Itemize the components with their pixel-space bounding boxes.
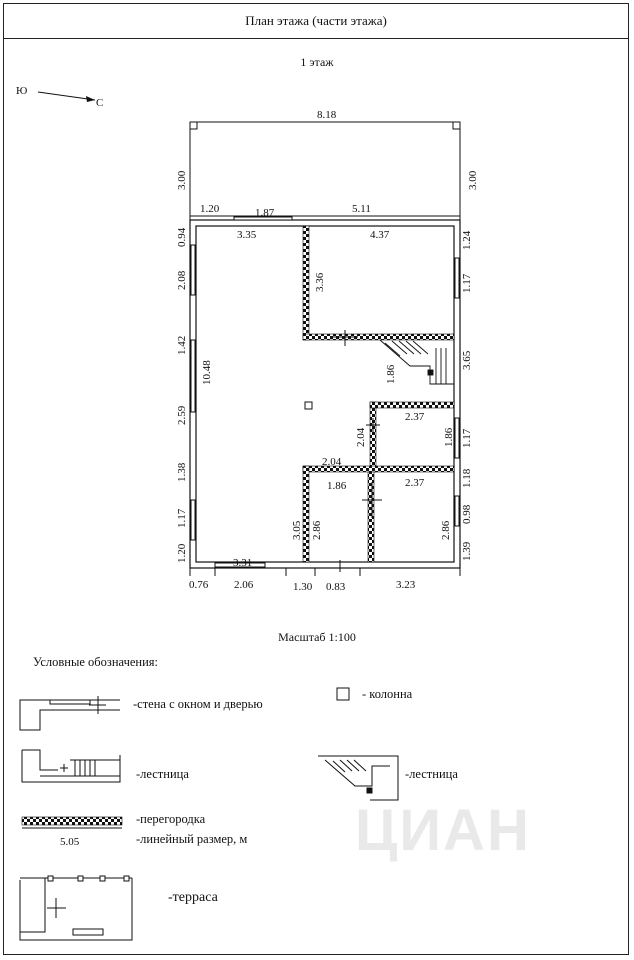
compass-north: С — [96, 97, 104, 109]
dim-label: 3.00 — [467, 170, 479, 190]
dim-label: 1.20 — [200, 203, 220, 215]
window — [455, 496, 459, 526]
dim-label: 2.06 — [234, 579, 254, 591]
dim-label: 1.18 — [461, 468, 473, 488]
dim-label: 1.17 — [461, 428, 473, 448]
legend-stair1-label: -лестница — [136, 767, 189, 781]
scale-label: Масштаб 1:100 — [278, 630, 356, 644]
dim-label: 0.76 — [189, 579, 209, 591]
legend-dim-sample: 5.05 — [60, 836, 80, 848]
dim-label: 3.23 — [396, 579, 416, 591]
windows — [191, 217, 459, 567]
dim-label: 1.38 — [176, 462, 188, 482]
floor-label: 1 этаж — [300, 55, 334, 69]
window — [191, 340, 195, 412]
legend-terrace-label: -терраса — [168, 890, 218, 905]
dim-label: 4.37 — [370, 229, 390, 241]
dim-label: 3.36 — [314, 272, 326, 292]
dim-label: 2.04 — [322, 456, 342, 468]
dim-label: 0.98 — [461, 504, 473, 524]
legend-partition-symbol — [22, 817, 122, 825]
compass — [16, 85, 103, 109]
dim-label: 10.48 — [201, 360, 213, 385]
dim-label: 1.24 — [461, 230, 473, 250]
bottom-dim-ticks — [190, 568, 460, 576]
legend-dim-label: -линейный размер, м — [136, 832, 248, 846]
dim-label: 3.65 — [461, 350, 473, 370]
page-title-text: План этажа (части этажа) — [245, 12, 387, 28]
legend-title: Условные обозначения: — [33, 655, 159, 669]
legend-stair2-label: -лестница — [405, 767, 458, 781]
window — [191, 245, 195, 295]
dim-label: 2.04 — [355, 427, 367, 447]
dim-label: 1.42 — [176, 335, 188, 355]
dim-label: 2.86 — [440, 520, 452, 540]
legend-stair1-symbol — [22, 750, 120, 782]
dim-label: 1.17 — [461, 273, 473, 293]
legend-wall-label: -стена с окном и дверью — [133, 697, 263, 711]
dim-label: 1.87 — [255, 207, 275, 219]
watermark: ЦИАН — [355, 798, 531, 863]
terrace-area — [190, 122, 460, 220]
dim-label: 1.30 — [293, 581, 313, 593]
dim-label: 2.37 — [405, 477, 425, 489]
legend-column-symbol — [337, 688, 349, 700]
dim-label: 2.59 — [176, 405, 188, 425]
legend-stair2-symbol — [318, 756, 398, 800]
window — [455, 418, 459, 458]
dim-label: 3.00 — [176, 170, 188, 190]
legend-partition-label: -перегородка — [136, 812, 206, 826]
dim-label: 8.18 — [317, 109, 337, 121]
compass-arrowhead — [86, 96, 95, 102]
legend-wall-symbol — [20, 696, 120, 730]
dim-label: 1.39 — [461, 541, 473, 561]
compass-arrow — [38, 92, 95, 100]
dim-label: 2.86 — [311, 520, 323, 540]
dim-label: 3.35 — [237, 229, 257, 241]
legend-terrace-symbol — [20, 876, 132, 940]
dim-label: 1.20 — [176, 543, 188, 563]
compass-south: Ю — [16, 85, 28, 97]
dim-label: 1.86 — [327, 480, 347, 492]
dim-label: 3.31 — [233, 557, 253, 569]
dim-label: 1.86 — [385, 364, 397, 384]
legend-column-label: - колонна — [362, 687, 413, 701]
window — [455, 258, 459, 298]
column — [305, 402, 312, 409]
dim-label: 1.86 — [443, 427, 455, 447]
dim-label: 0.94 — [176, 227, 188, 247]
dimension-labels — [176, 109, 479, 593]
dim-label: 3.05 — [291, 520, 303, 540]
dim-label: 1.17 — [176, 508, 188, 528]
dim-label: 2.37 — [405, 411, 425, 423]
dim-label: 5.11 — [352, 203, 371, 215]
dim-label: 0.83 — [326, 581, 346, 593]
exterior-walls — [190, 220, 460, 568]
dim-label: 2.08 — [176, 270, 188, 290]
window — [191, 500, 195, 540]
